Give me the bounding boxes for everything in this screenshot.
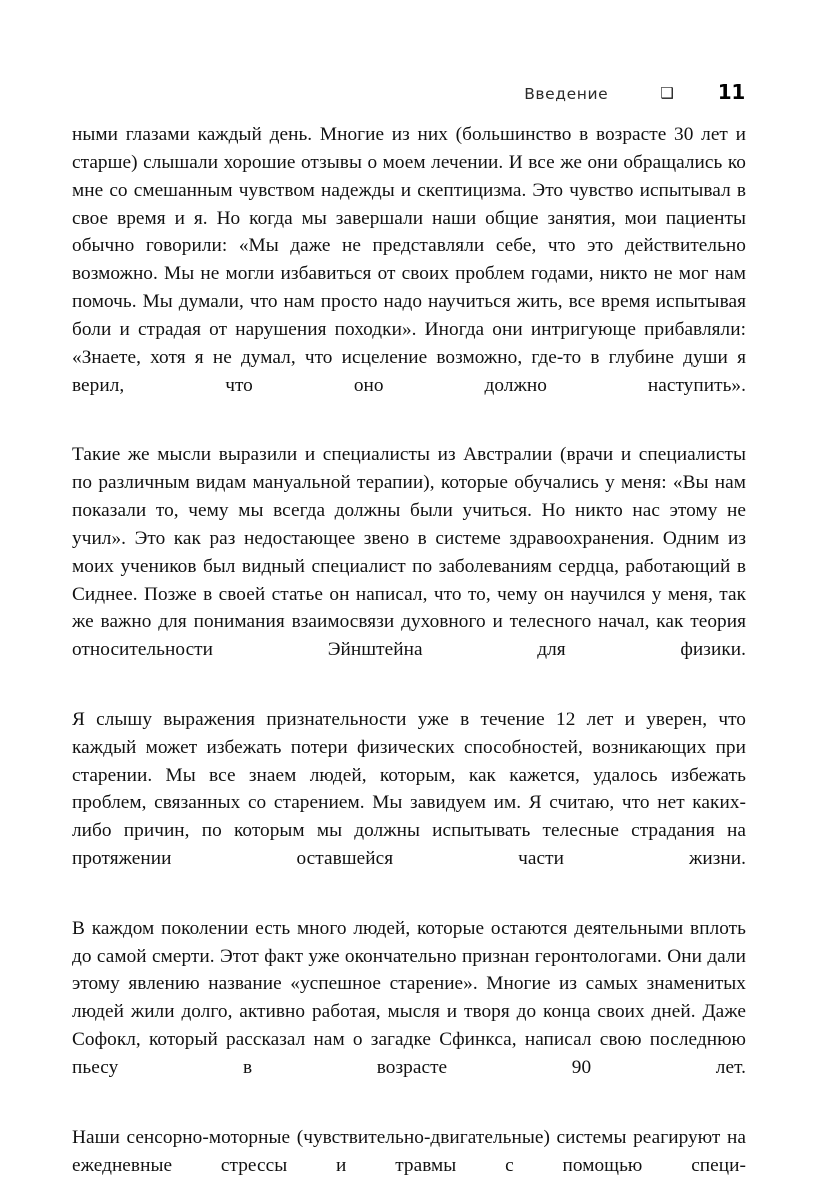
running-head	[72, 80, 745, 110]
page-number: 11	[717, 80, 745, 104]
square-outline-icon: ❑	[660, 84, 674, 102]
paragraph: В каждом поколении есть много людей, которые остаются деятельными вплоть до самой смерти. Этот факт уже окончательно признан геронтологами. Они дали этому явлению название «успешное старение». Многие из самых знаменитых людей жили долго, активно работая, мысля и творя до конца своих дней. Даже Софокл, который рассказал нам о загадке Сфинкса, написал свою последнюю пьесу в возрасте 90 лет.	[72, 917, 746, 1078]
paragraph: Наши сенсорно-моторные (чувствительно-двигательные) системы реагируют на ежедневные стрессы и травмы с помощью специ-	[72, 1126, 746, 1176]
running-head-title: Введение	[524, 85, 609, 103]
body-text-block	[72, 121, 746, 1200]
paragraph: Такие же мысли выразили и специалисты из Австралии (врачи и специалисты по различным видам мануальной терапии), которые обучались у меня: «Вы нам показали то, чему мы всегда должны были учиться. Но никто нас этому не учил». Это как раз недостающее звено в системе здравоохранения. Одним из моих учеников был видный специалист по заболеваниям сердца, работающий в Сиднее. Позже в своей статье он написал, что то, чему он научился у меня, так же важно для понимания взаимосвязи духовного и телесного начал, как теория относительности Эйнштейна для физики.	[72, 444, 746, 661]
paragraph: ными глазами каждый день. Многие из них (большинство в возрасте 30 лет и старше) слышали хорошие отзывы о моем лечении. И все же они обращались ко мне со смешанным чувством надежды и скептицизма. Это чувство испытывал в свое время и я. Но когда мы завершали наши общие занятия, мои пациенты обычно говорили: «Мы даже не представляли себе, что это действительно возможно. Мы не могли избавиться от своих проблем годами, никто не мог нам помочь. Мы думали, что нам просто надо научиться жить, все время испытывая боли и страдая от нарушения походки». Иногда они интригующе прибавляли: «Знаете, хотя я не думал, что исцеление возможно, где-то в глубине души я верил, что оно должно наступить».	[72, 124, 746, 396]
paragraph: Я слышу выражения признательности уже в течение 12 лет и уверен, что каждый может избежать потери физических способностей, возникающих при старении. Мы все знаем людей, которым, как кажется, удалось избежать проблем, связанных со старением. Мы завидуем им. Я считаю, что нет каких-либо причин, по которым мы должны испытывать телесные страдания на протяжении оставшейся части жизни.	[72, 708, 746, 870]
